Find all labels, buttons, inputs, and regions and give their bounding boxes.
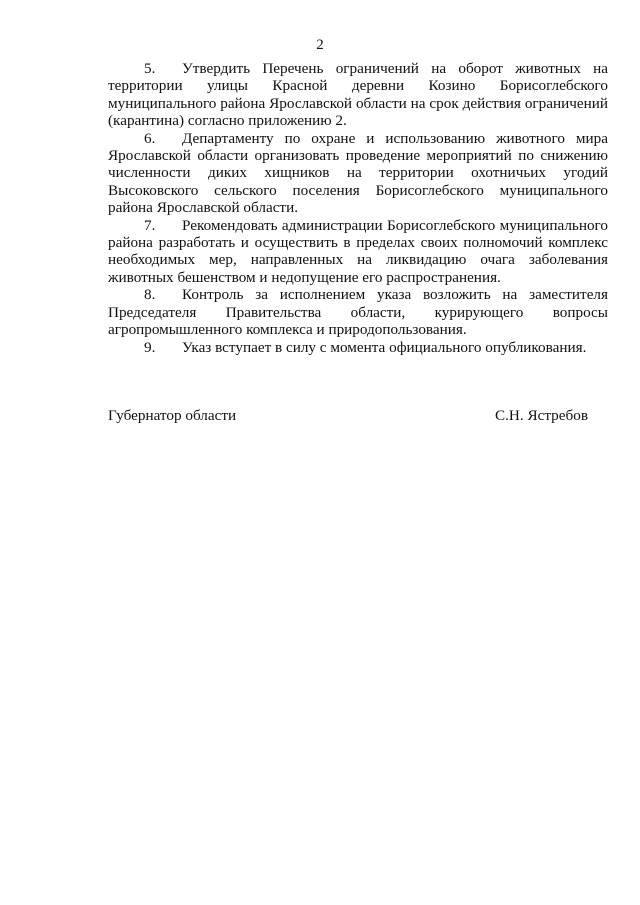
paragraph-6 xyxy=(108,130,608,217)
signature-block xyxy=(108,407,588,424)
paragraph-text: Указ вступает в силу с момента официального опубликования. xyxy=(182,338,587,356)
paragraph-number: 6. xyxy=(144,129,156,147)
paragraph-9 xyxy=(108,339,608,356)
paragraph-number: 5. xyxy=(144,60,156,77)
paragraph-text: Контроль за исполнением указа возложить на заместителя Председателя Правительства области, курирующего вопросы агропромышленного комплекса и природопользования. xyxy=(108,286,608,339)
signatory-name: С.Н. Ястребов xyxy=(494,407,588,424)
signatory-position: Губернатор области xyxy=(108,407,237,424)
paragraph-number: 8. xyxy=(144,286,156,304)
paragraph-text: Рекомендовать администрации Борисоглебского муниципального района разработать и осуществить в пределах своих полномочий комплекс необходимых мер, направленных на ликвидацию очага заболевания животных бешенством и недопущение его распространения. xyxy=(108,216,608,286)
decree-body xyxy=(108,60,608,356)
paragraph-text: Департаменту по охране и использованию животного мира Ярославской области организовать проведение мероприятий по снижению численности диких хищников на территории охотничьих угодий Высоковского сельского поселения Борисоглебского муниципального района Ярославской области. xyxy=(108,129,608,217)
paragraph-7 xyxy=(108,217,608,287)
paragraph-5 xyxy=(108,60,608,130)
paragraph-number: 9. xyxy=(144,338,156,356)
paragraph-8 xyxy=(108,286,608,338)
page-number: 2 xyxy=(316,37,324,53)
paragraph-number: 7. xyxy=(144,216,156,234)
paragraph-text: Утвердить Перечень ограничений на оборот животных на территории улицы Красной деревни Козино Борисоглебского муниципального района Ярославской области на срок действия ограничений (карантина) согласно приложению 2. xyxy=(108,60,608,130)
